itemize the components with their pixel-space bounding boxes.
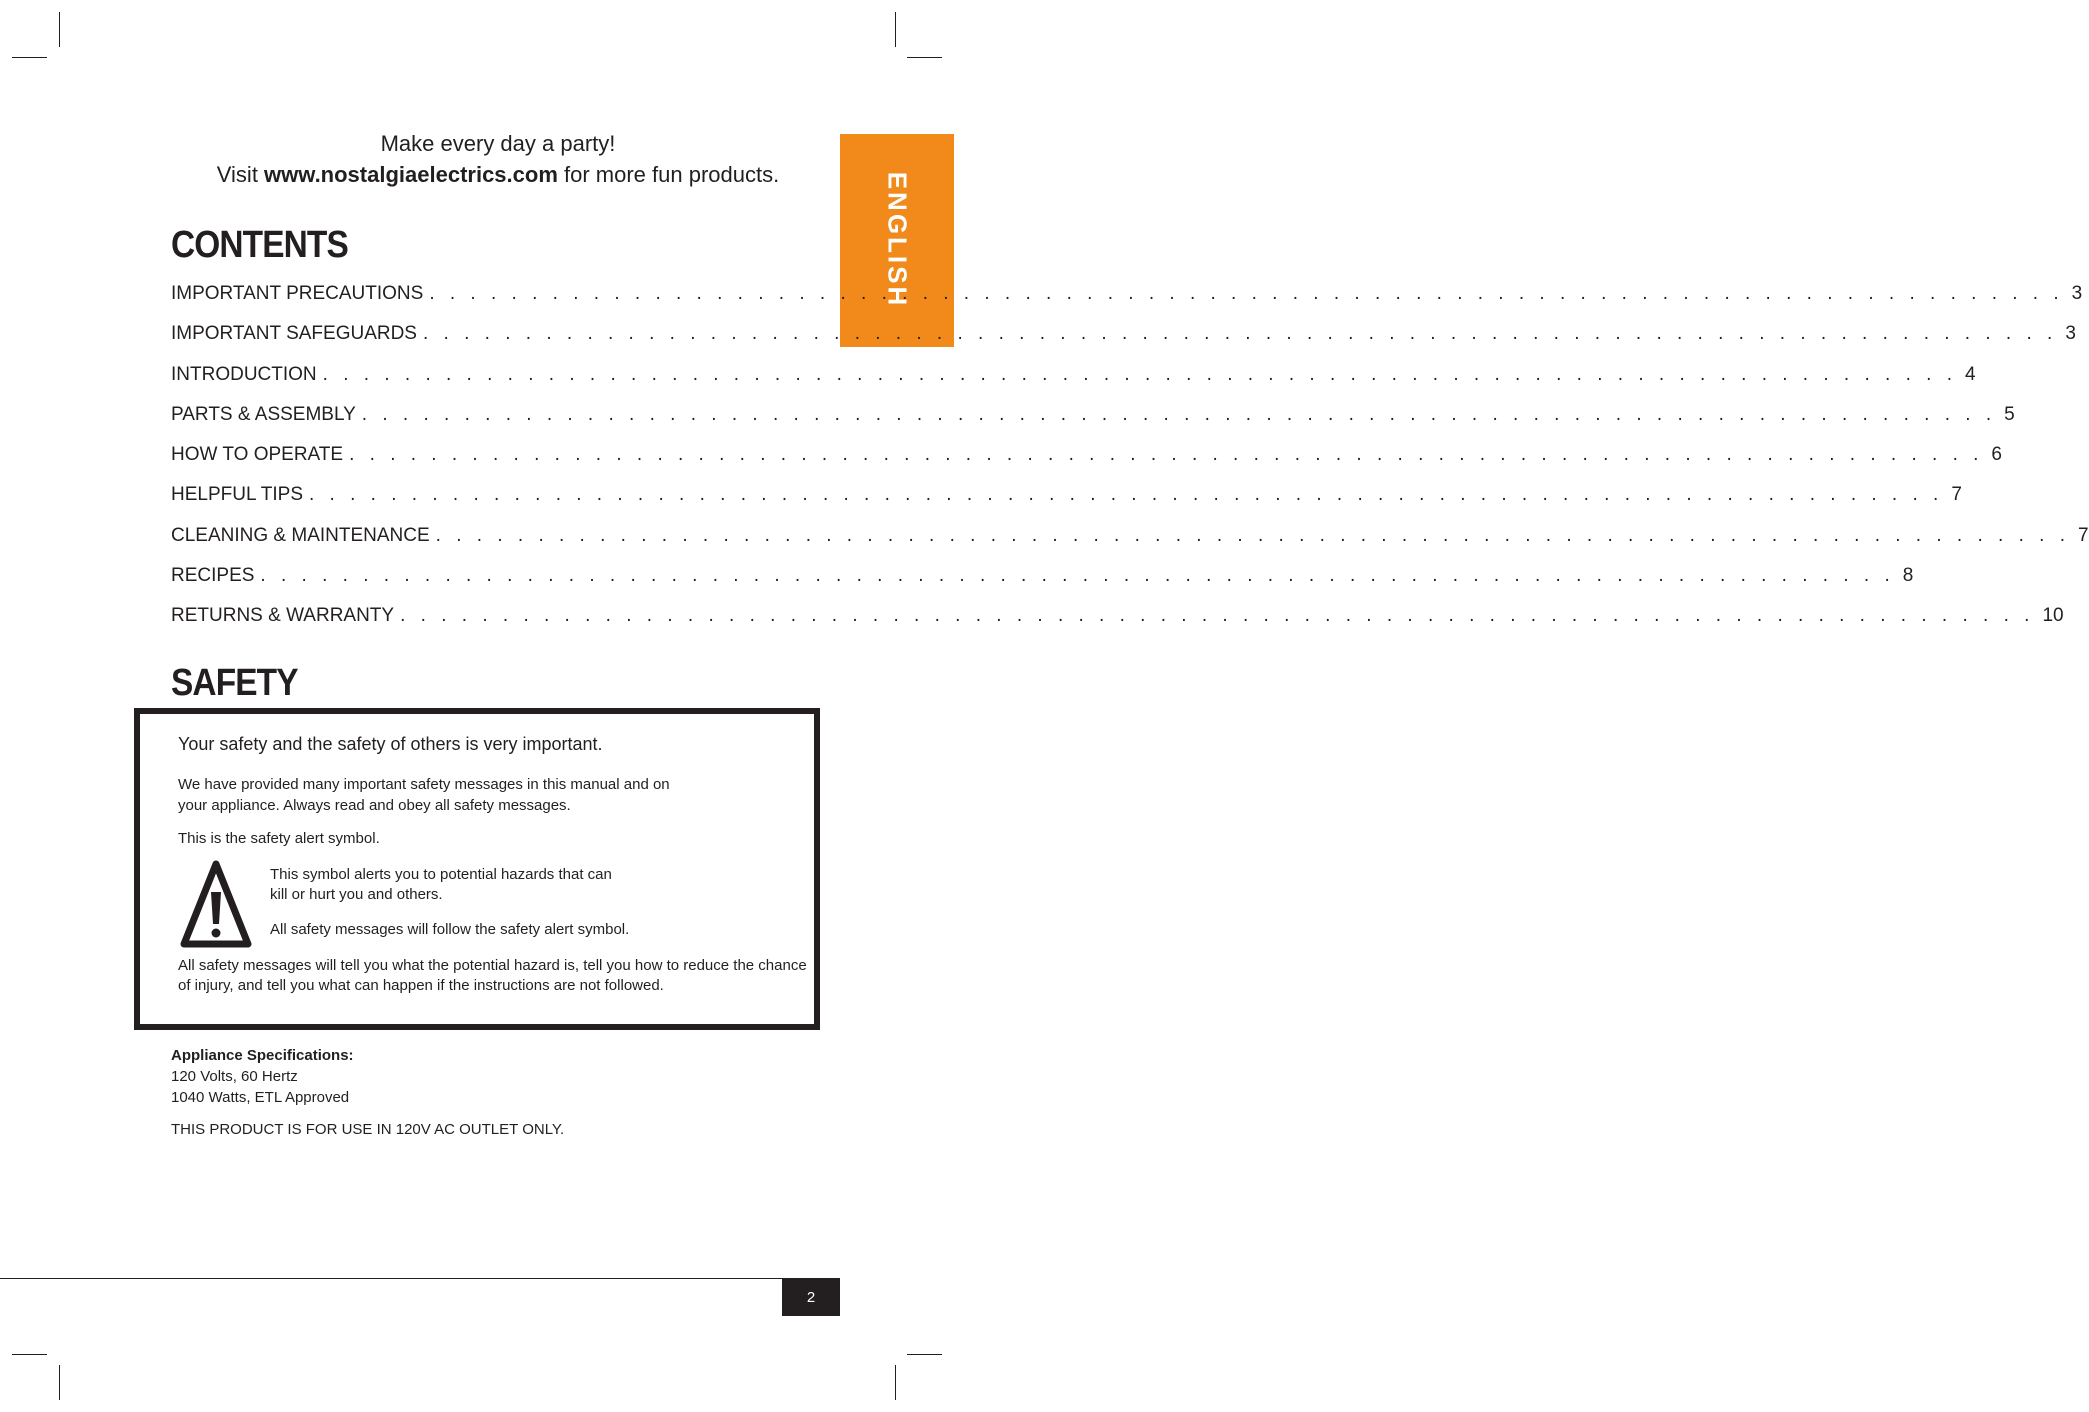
crop-mark — [907, 57, 942, 58]
language-label: ENGLISH — [882, 171, 913, 309]
tagline-line2 — [100, 159, 896, 190]
toc-entry[interactable] — [171, 482, 1962, 522]
toc-leader-dots: . . . . . . . . . . . . . . . . . . . . . . . . . . . . . . . . . . . . . . . . . . . . . . . . . . . . . . . . . . . . . . . . . . . . . . . . . . . . . . . . — [349, 444, 1984, 466]
safety-lead: Your safety and the safety of others is very important. — [178, 734, 603, 754]
safety-paragraph: This symbol alerts you to potential hazards that can kill or hurt you and others. — [270, 866, 612, 903]
crop-mark — [895, 1365, 896, 1400]
toc-entry-label: RECIPES — [171, 565, 255, 587]
toc-entry-page: 5 — [2004, 403, 2015, 425]
toc-entry-label: RETURNS & WARRANTY — [171, 605, 395, 627]
toc-entry-label: HOW TO OPERATE — [171, 444, 344, 466]
table-of-contents — [171, 281, 2089, 644]
toc-entry-page: 6 — [1991, 444, 2002, 466]
toc-leader-dots: . . . . . . . . . . . . . . . . . . . . . . . . . . . . . . . . . . . . . . . . . . . . . . . . . . . . . . . . . . . . . . . . . . . . . . . . . . . . . . . . — [429, 283, 2064, 304]
toc-entry[interactable] — [171, 603, 2064, 643]
toc-entry[interactable] — [171, 362, 1976, 402]
website-link[interactable]: www.nostalgiaelectrics.com — [264, 162, 558, 187]
toc-entry-page: 3 — [2071, 283, 2083, 304]
toc-entry-page: 4 — [1965, 363, 1976, 385]
toc-entry-label: CLEANING & MAINTENANCE — [171, 524, 430, 546]
toc-entry-page: 7 — [1951, 484, 1962, 506]
outlet-note: THIS PRODUCT IS FOR USE IN 120V AC OUTLET ONLY. — [171, 1121, 565, 1138]
tagline — [100, 128, 896, 190]
toc-leader-dots: . . . . . . . . . . . . . . . . . . . . . . . . . . . . . . . . . . . . . . . . . . . . . . . . . . . . . . . . . . . . . . . . . . . . . . . . . . . . . . . . — [260, 565, 1895, 587]
toc-entry[interactable] — [171, 402, 2015, 442]
footer-rule — [0, 1278, 840, 1279]
toc-entry[interactable] — [171, 442, 2002, 482]
specs-title: Appliance Specifications: — [171, 1047, 354, 1064]
toc-leader-dots: . . . . . . . . . . . . . . . . . . . . . . . . . . . . . . . . . . . . . . . . . . . . . . . . . . . . . . . . . . . . . . . . . . . . . . . . . . . . . . . . — [422, 323, 2058, 345]
visit-suffix: for more fun products. — [557, 162, 780, 187]
toc-entry-page: 10 — [2042, 605, 2064, 627]
toc-entry[interactable] — [171, 523, 2089, 563]
crop-mark — [59, 12, 60, 47]
crop-mark — [12, 1354, 47, 1355]
crop-mark — [895, 12, 896, 47]
safety-title: SAFETY — [171, 662, 298, 704]
safety-paragraph: We have provided many important safety messages in this manual and on your appliance. Always read and obey all safety messages. — [178, 776, 670, 814]
specs-line: 1040 Watts, ETL Approved — [171, 1089, 350, 1106]
crop-mark — [907, 1354, 942, 1355]
safety-box — [134, 708, 820, 1030]
warning-triangle-icon — [180, 860, 252, 948]
specs-line: 120 Volts, 60 Hertz — [171, 1068, 298, 1085]
crop-mark — [59, 1365, 60, 1400]
toc-entry-label: IMPORTANT SAFEGUARDS — [171, 323, 417, 345]
toc-leader-dots: . . . . . . . . . . . . . . . . . . . . . . . . . . . . . . . . . . . . . . . . . . . . . . . . . . . . . . . . . . . . . . . . . . . . . . . . . . . . . . . . — [435, 524, 2070, 546]
safety-paragraph: All safety messages will tell you what the potential hazard is, tell you how to reduce the chance of injury, and tell you what can happen if the instructions are not followed. — [178, 957, 807, 994]
toc-entry-page: 8 — [1902, 565, 1914, 587]
appliance-specs — [171, 1045, 354, 1108]
toc-leader-dots: . . . . . . . . . . . . . . . . . . . . . . . . . . . . . . . . . . . . . . . . . . . . . . . . . . . . . . . . . . . . . . . . . . . . . . . . . . . . . . . . — [361, 403, 1997, 425]
safety-paragraph: This is the safety alert symbol. — [178, 830, 380, 847]
visit-prefix: Visit — [216, 162, 265, 187]
toc-entry[interactable] — [171, 281, 2083, 321]
toc-entry-label: INTRODUCTION — [171, 363, 317, 385]
crop-mark — [12, 57, 47, 58]
toc-entry-label: HELPFUL TIPS — [171, 484, 303, 506]
toc-entry-label: IMPORTANT PRECAUTIONS — [171, 283, 424, 304]
contents-title: CONTENTS — [171, 224, 348, 266]
toc-leader-dots: . . . . . . . . . . . . . . . . . . . . . . . . . . . . . . . . . . . . . . . . . . . . . . . . . . . . . . . . . . . . . . . . . . . . . . . . . . . . . . . . — [309, 484, 1944, 506]
toc-entry[interactable] — [171, 321, 2076, 361]
tagline-line1: Make every day a party! — [380, 131, 616, 156]
toc-entry-page: 3 — [2065, 323, 2076, 345]
toc-leader-dots: . . . . . . . . . . . . . . . . . . . . . . . . . . . . . . . . . . . . . . . . . . . . . . . . . . . . . . . . . . . . . . . . . . . . . . . . . . . . . . . . — [322, 363, 1957, 385]
toc-leader-dots: . . . . . . . . . . . . . . . . . . . . . . . . . . . . . . . . . . . . . . . . . . . . . . . . . . . . . . . . . . . . . . . . . . . . . . . . . . . . . . . . — [400, 605, 2035, 627]
safety-paragraph: All safety messages will follow the safety alert symbol. — [270, 921, 630, 938]
toc-entry[interactable] — [171, 563, 1914, 603]
toc-entry-label: PARTS & ASSEMBLY — [171, 403, 356, 425]
page-number: 2 — [782, 1278, 840, 1316]
toc-entry-page: 7 — [2078, 524, 2089, 546]
